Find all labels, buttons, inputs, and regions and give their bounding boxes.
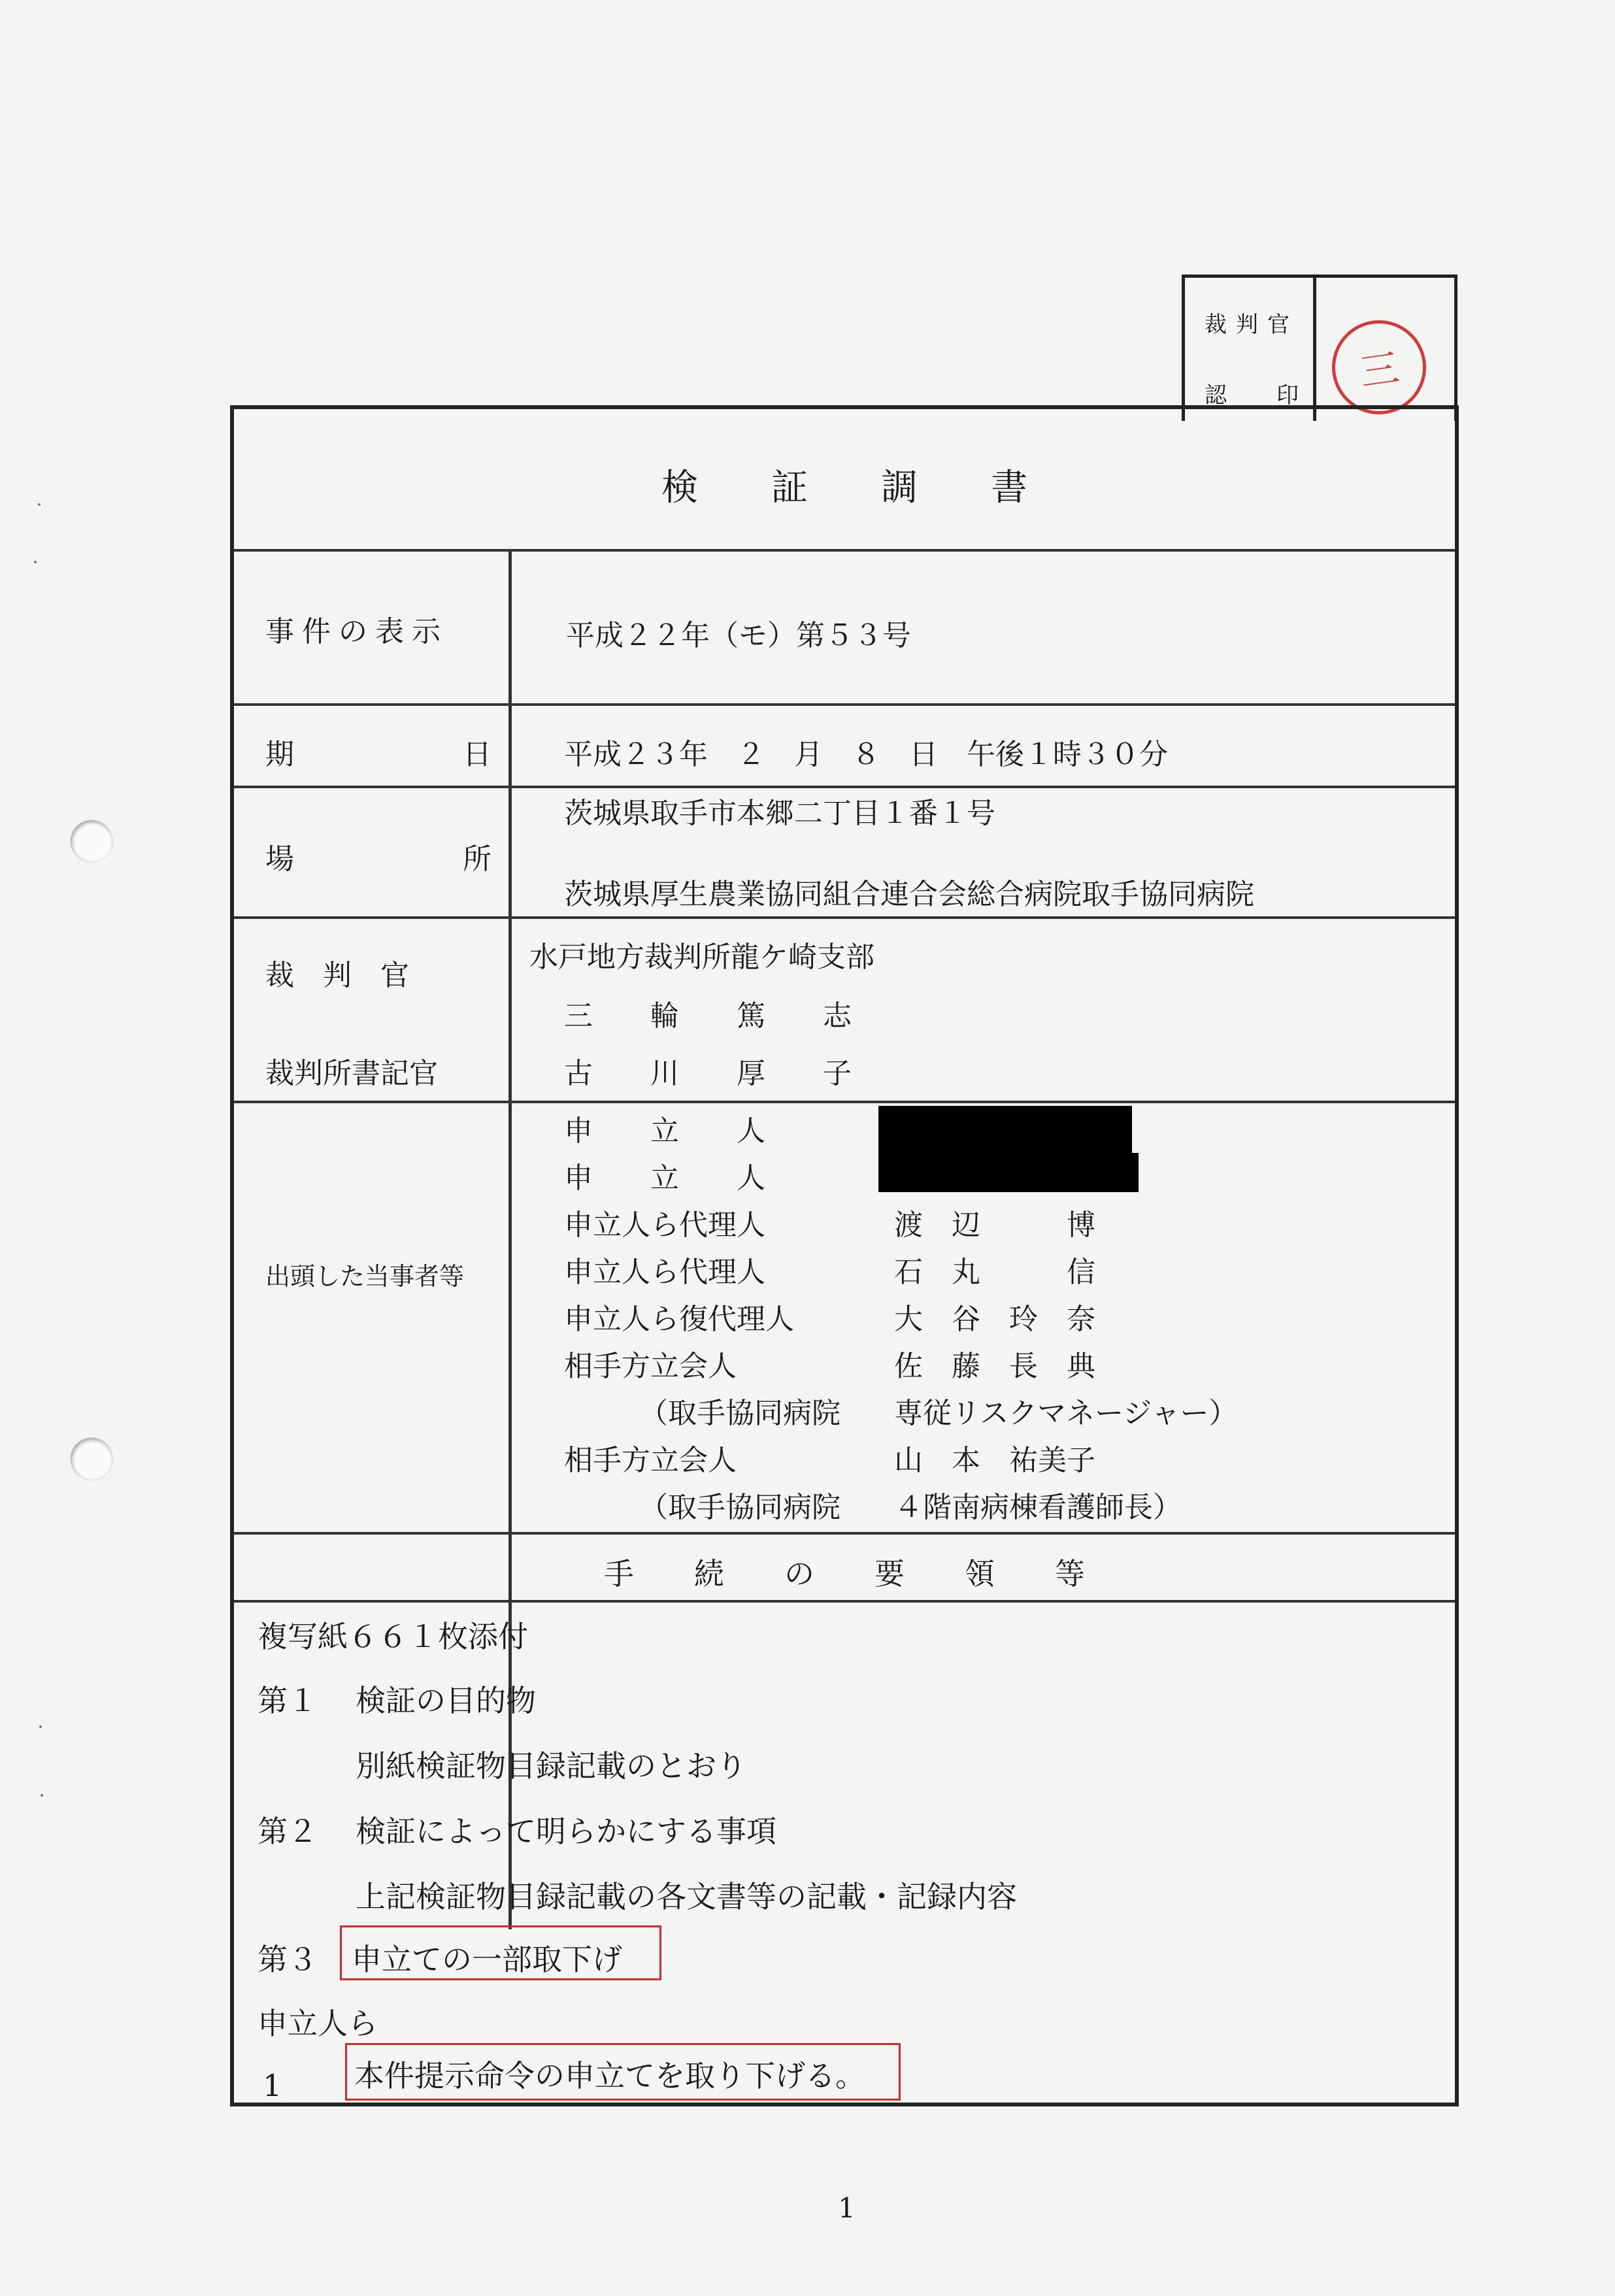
paper-speck bbox=[39, 1725, 42, 1728]
section-1-title: 検証の目的物 bbox=[356, 1683, 536, 1718]
date-label-left: 期 bbox=[265, 738, 294, 771]
attachment-note: 複写紙６６１枚添付 bbox=[258, 1619, 528, 1654]
approval-label-seal: 印 bbox=[1276, 382, 1308, 408]
clerk-name: 古 川 厚 子 bbox=[564, 1057, 852, 1090]
case-label: 事件の表示 bbox=[265, 615, 448, 648]
party-name: 山 本 祐美子 bbox=[894, 1444, 1095, 1477]
page-number: 1 bbox=[838, 2192, 856, 2224]
parties-label: 出頭した当事者等 bbox=[265, 1262, 465, 1291]
party-name: 佐 藤 長 典 bbox=[894, 1350, 1095, 1383]
case-row bbox=[234, 552, 1455, 706]
date-value: 平成２３年 ２ 月 ８ 日 午後１時３０分 bbox=[564, 738, 1168, 771]
procedure-header-row bbox=[234, 1535, 1455, 1603]
place-row bbox=[234, 788, 1455, 919]
judge-clerk-row bbox=[234, 919, 1455, 1103]
section-1-number: 第１ bbox=[258, 1683, 318, 1718]
section-3-number: 第３ bbox=[258, 1942, 318, 1977]
date-row bbox=[234, 706, 1455, 788]
case-number: 平成２２年（モ）第５３号 bbox=[566, 619, 911, 652]
party-name: 大 谷 玲 奈 bbox=[894, 1303, 1095, 1336]
applicants-label: 申立人ら bbox=[258, 2006, 378, 2041]
procedure-title: 手 続 の 要 領 等 bbox=[604, 1556, 1085, 1591]
party-role: 相手方立会人 bbox=[564, 1350, 737, 1383]
party-role: 申立人ら復代理人 bbox=[564, 1303, 794, 1336]
section-1-text: 別紙検証物目録記載のとおり bbox=[356, 1748, 746, 1784]
inspection-record-form bbox=[230, 405, 1459, 2106]
place-hospital: 茨城県厚生農業協同組合連合会総合病院取手協同病院 bbox=[564, 878, 1254, 911]
place-label-right: 所 bbox=[463, 842, 491, 876]
section-2-text: 上記検証物目録記載の各文書等の記載・記録内容 bbox=[356, 1879, 1017, 1914]
section-3-title: 申立ての一部取下げ bbox=[352, 1942, 622, 1977]
party-role: 相手方立会人 bbox=[564, 1444, 737, 1477]
parties-row bbox=[234, 1103, 1455, 1535]
party-affiliation: （取手協同病院 bbox=[639, 1397, 841, 1430]
party-role: 申立人ら代理人 bbox=[564, 1208, 765, 1242]
court-name: 水戸地方裁判所龍ケ崎支部 bbox=[529, 940, 874, 974]
binder-hole-top bbox=[71, 820, 112, 862]
section-2-title: 検証によって明らかにする事項 bbox=[356, 1814, 776, 1849]
party-affiliation: （取手協同病院 bbox=[639, 1491, 841, 1524]
clerk-label: 裁判所書記官 bbox=[265, 1057, 438, 1090]
party-role: 申立人ら代理人 bbox=[564, 1256, 765, 1289]
party-role: 申 立 人 bbox=[564, 1161, 765, 1195]
date-label-right: 日 bbox=[463, 738, 491, 771]
title-row bbox=[234, 409, 1455, 552]
party-title: 専従リスクマネージャー） bbox=[894, 1397, 1238, 1430]
place-address: 茨城県取手市本郷二丁目１番１号 bbox=[564, 797, 995, 830]
document-title: 検 証 調 書 bbox=[661, 467, 1027, 509]
redacted-applicant-name bbox=[878, 1106, 1132, 1153]
approval-labels bbox=[1185, 278, 1316, 421]
party-title: ４階南病棟看護師長） bbox=[894, 1491, 1182, 1524]
item-1-number: 1 bbox=[263, 2068, 282, 2103]
binder-hole-bottom bbox=[71, 1438, 112, 1480]
party-name: 渡 辺 博 bbox=[894, 1208, 1095, 1242]
red-seal-stamp: 三 bbox=[1326, 314, 1433, 421]
judge-label: 裁 判 官 bbox=[265, 959, 409, 992]
place-label-left: 場 bbox=[265, 842, 294, 876]
party-role: 申 立 人 bbox=[564, 1114, 765, 1148]
paper-speck bbox=[41, 1794, 43, 1797]
paper-speck bbox=[38, 503, 41, 506]
item-1-text: 本件提示命令の申立てを取り下げる。 bbox=[354, 2058, 865, 2093]
judge-name: 三 輪 篤 志 bbox=[564, 999, 852, 1033]
party-name: 石 丸 信 bbox=[894, 1256, 1095, 1289]
approval-label-recognize: 認 bbox=[1205, 382, 1236, 408]
approval-label-judge: 裁判官 bbox=[1205, 312, 1299, 338]
paper-speck bbox=[34, 561, 37, 563]
redacted-applicant-name bbox=[878, 1153, 1139, 1192]
section-2-number: 第２ bbox=[258, 1814, 318, 1849]
